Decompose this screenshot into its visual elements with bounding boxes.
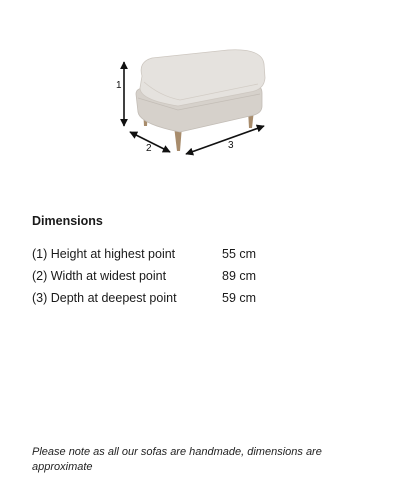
- dimension-value: 55 cm: [222, 247, 257, 261]
- footstool-drawing: [136, 50, 265, 151]
- depth-marker-label: 3: [228, 140, 234, 151]
- dimension-row-height: [32, 243, 292, 265]
- footstool-illustration: [100, 48, 300, 158]
- dimension-value: 59 cm: [222, 291, 257, 305]
- dimension-label: (3) Depth at deepest point: [32, 291, 177, 305]
- handmade-disclaimer: Please note as all our sofas are handmade, dimensions are approximate: [32, 446, 322, 473]
- width-marker-label: 2: [146, 143, 152, 154]
- dimensions-heading: Dimensions: [32, 214, 103, 228]
- dimension-value: 89 cm: [222, 269, 257, 283]
- dimension-label: (2) Width at widest point: [32, 269, 167, 283]
- dimension-row-depth: [32, 287, 292, 309]
- height-marker-label: 1: [116, 80, 122, 91]
- dimension-label: (1) Height at highest point: [32, 247, 176, 261]
- dimensions-list: [32, 243, 292, 309]
- depth-arrow: [186, 126, 264, 154]
- dimension-row-width: [32, 265, 292, 287]
